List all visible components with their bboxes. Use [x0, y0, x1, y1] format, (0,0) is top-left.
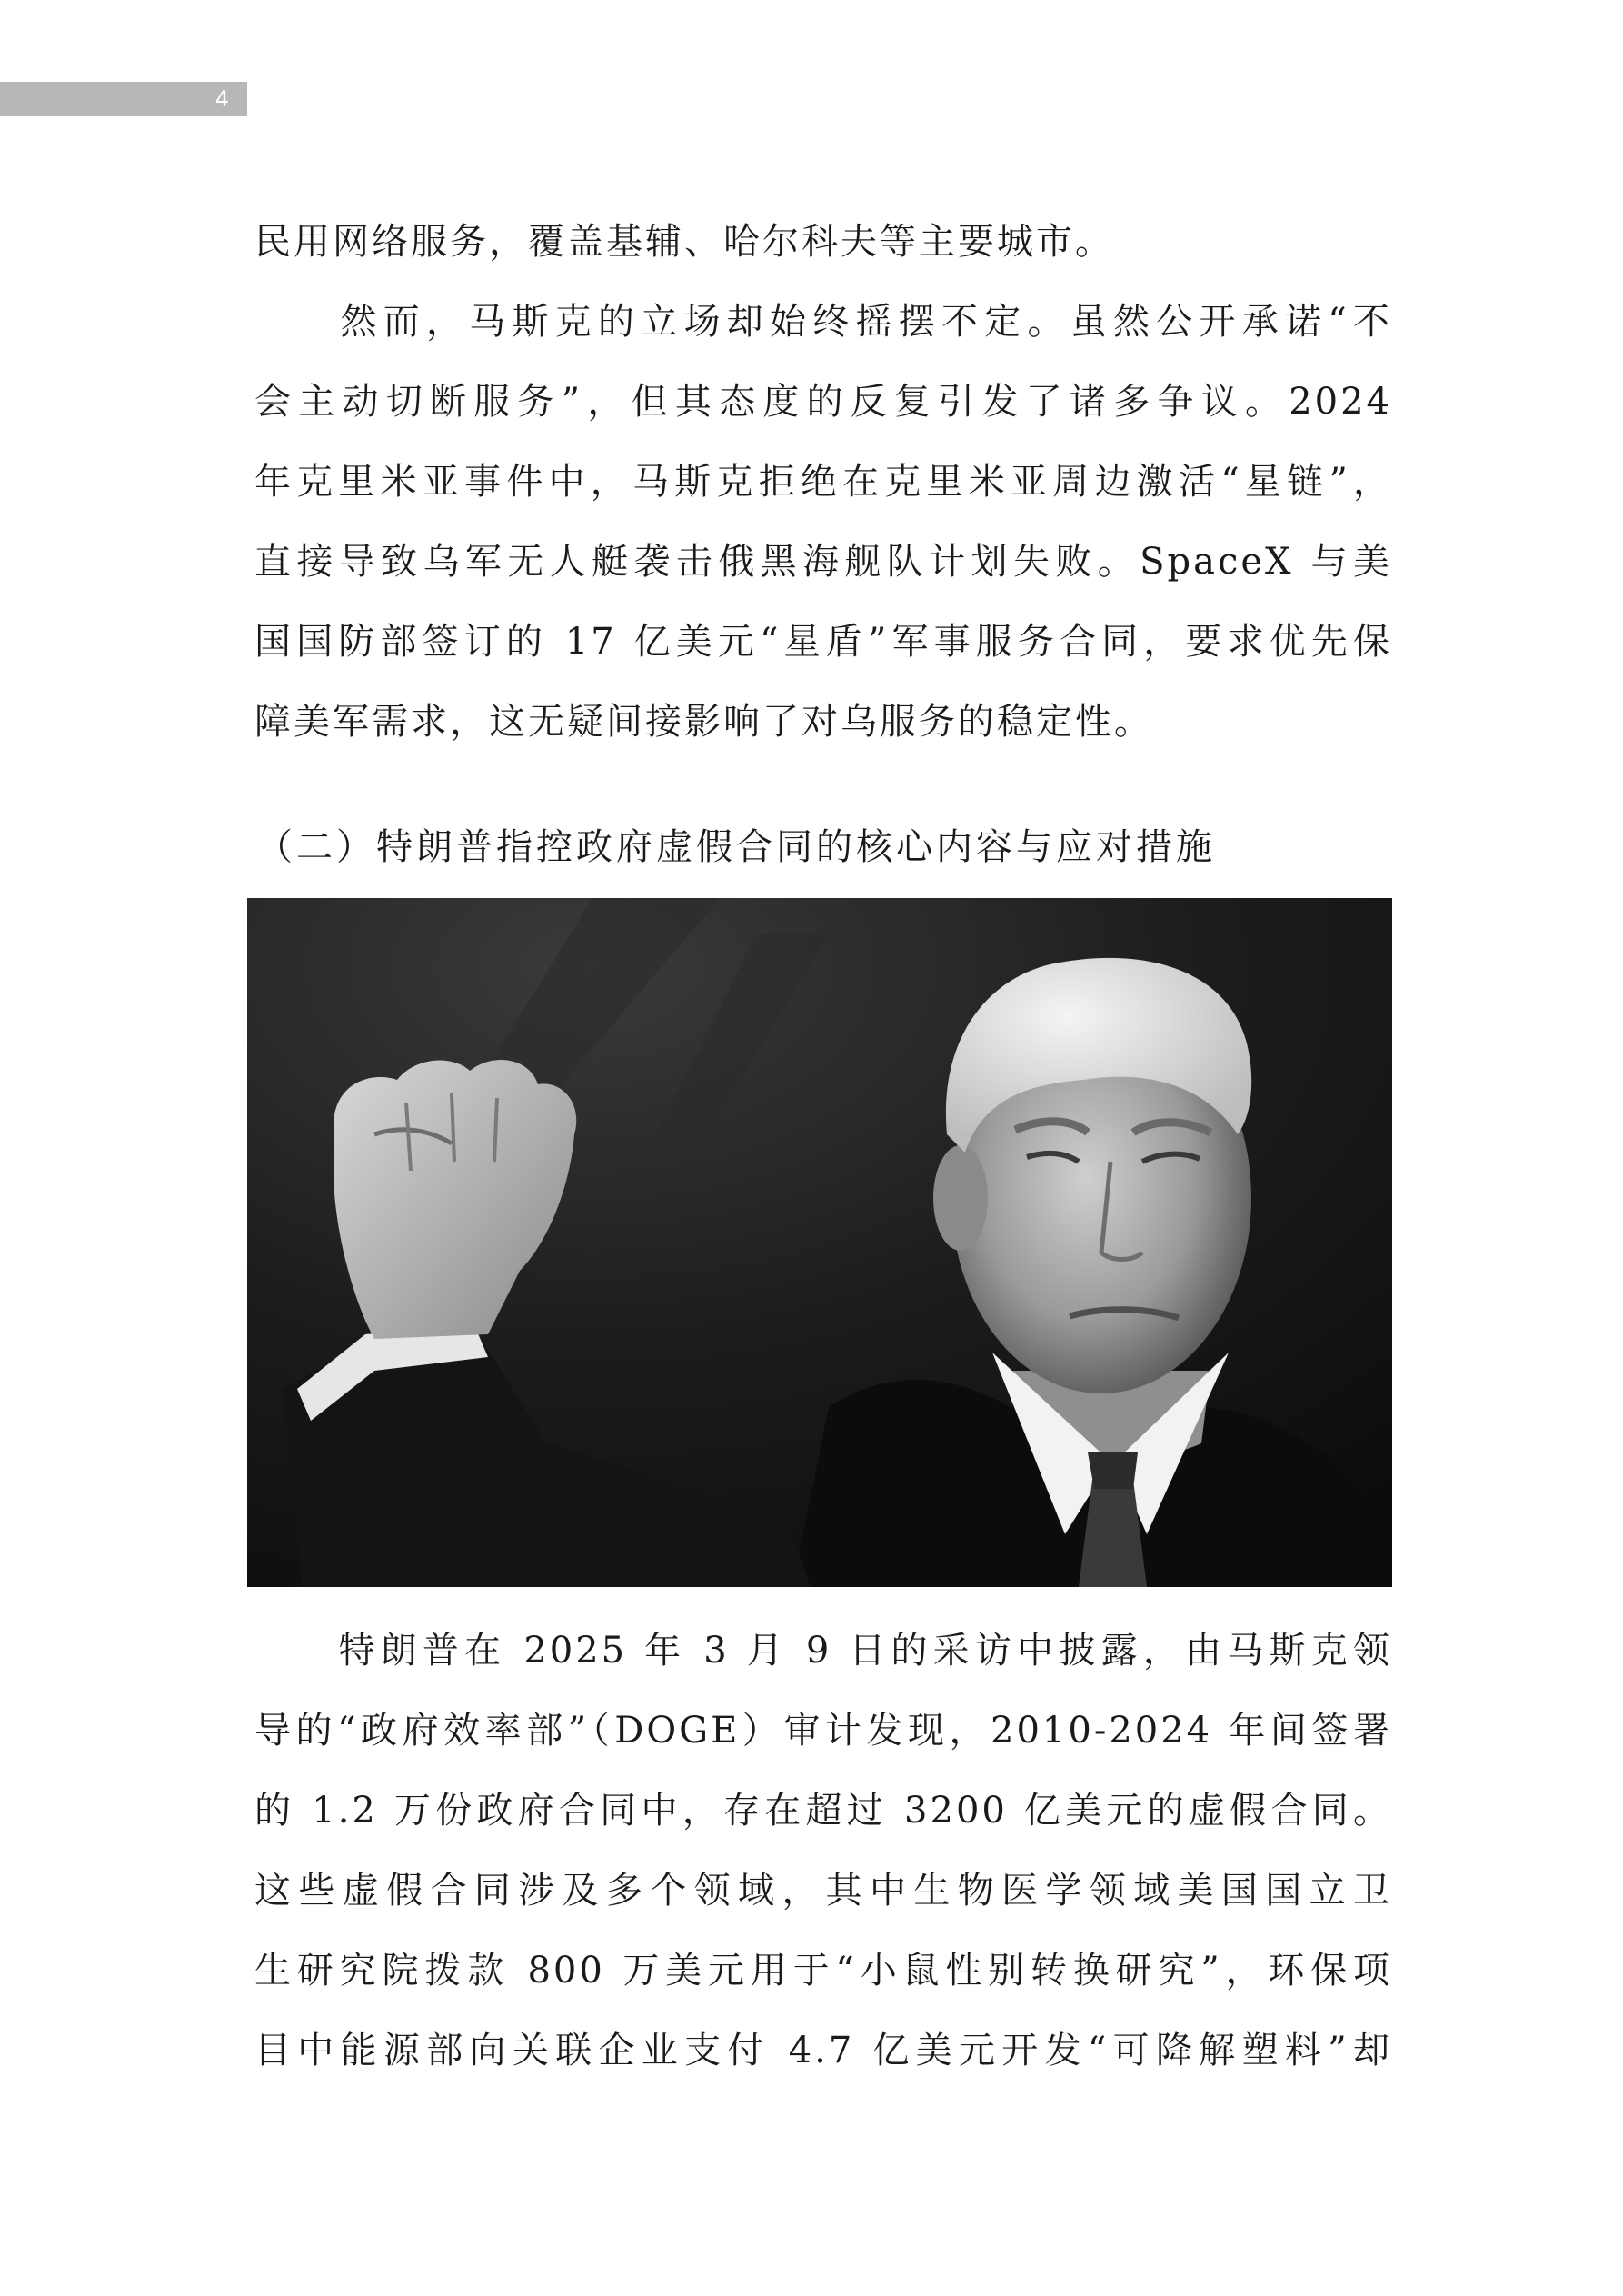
text-line: 会主动切断服务”，但其态度的反复引发了诸多争议。2024 — [254, 381, 1392, 423]
section-heading: （二）特朗普指控政府虚假合同的核心内容与应对措施 — [256, 826, 1216, 868]
text-line: 导的“政府效率部”（DOGE）审计发现，2010-2024 年间签署 — [254, 1710, 1392, 1752]
text-line: 目中能源部向关联企业支付 4.7 亿美元开发“可降解塑料”却 — [254, 2030, 1392, 2071]
text-line: 障美军需求，这无疑间接影响了对乌服务的稳定性。 — [254, 701, 1153, 743]
photo-portrait-icon — [247, 898, 1392, 1587]
text-line: 生研究院拨款 800 万美元用于“小鼠性别转换研究”，环保项 — [254, 1950, 1392, 1992]
bottom-paragraph — [254, 1611, 1392, 2091]
text-line: 的 1.2 万份政府合同中，存在超过 3200 亿美元的虚假合同。 — [254, 1790, 1392, 1832]
page-number: 4 — [214, 86, 229, 112]
text-line: 年克里米亚事件中，马斯克拒绝在克里米亚周边激活“星链”， — [254, 461, 1392, 503]
text-line: 特朗普在 2025 年 3 月 9 日的采访中披露，由马斯克领 — [254, 1630, 1392, 1672]
text-line: 民用网络服务，覆盖基辅、哈尔科夫等主要城市。 — [254, 221, 1114, 263]
top-paragraphs — [254, 202, 1392, 762]
text-line: 国国防部签订的 17 亿美元“星盾”军事服务合同，要求优先保 — [254, 621, 1392, 663]
text-line: 然而，马斯克的立场却始终摇摆不定。虽然公开承诺“不 — [254, 301, 1392, 343]
portrait-photo — [247, 898, 1392, 1587]
text-line: 这些虚假合同涉及多个领域，其中生物医学领域美国国立卫 — [254, 1870, 1392, 1912]
text-line: 直接导致乌军无人艇袭击俄黑海舰队计划失败。SpaceX 与美 — [254, 541, 1392, 583]
page-number-tab — [0, 82, 247, 116]
